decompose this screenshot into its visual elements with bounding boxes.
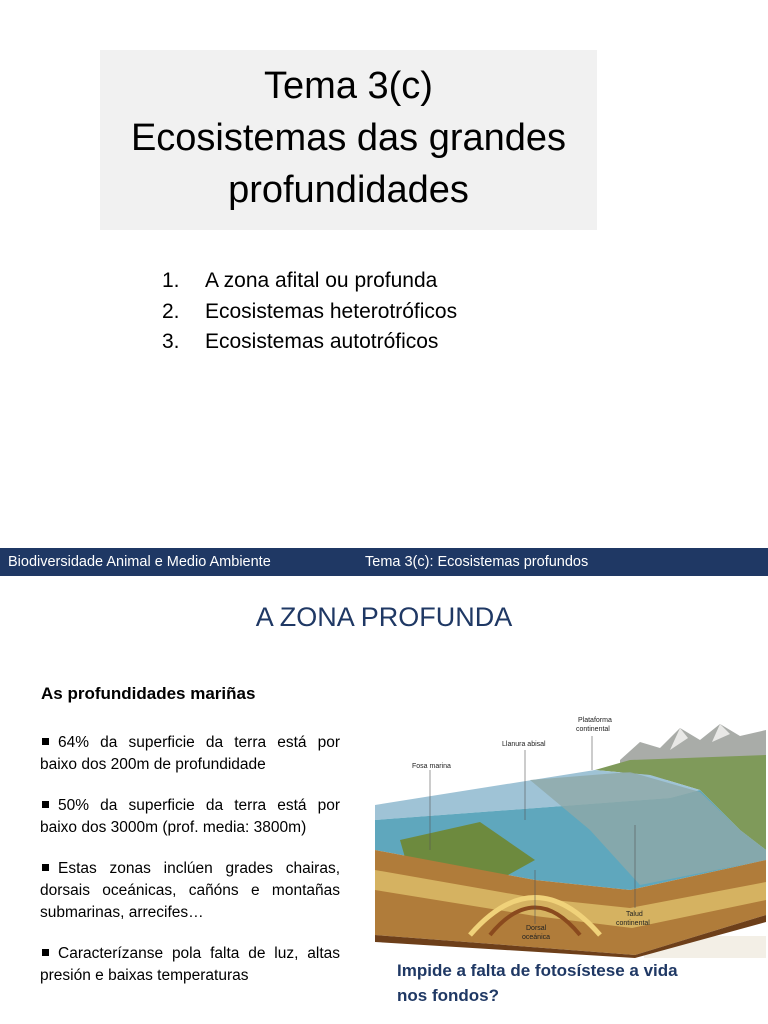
title-box bbox=[100, 50, 597, 230]
subheading: As profundidades mariñas bbox=[41, 684, 256, 703]
title-line-1: Tema 3(c) bbox=[264, 65, 433, 107]
bullet-item bbox=[40, 943, 340, 987]
agenda-list bbox=[162, 266, 457, 358]
agenda-number: 1. bbox=[162, 269, 180, 292]
bullet-list bbox=[40, 732, 340, 1006]
square-bullet-icon bbox=[42, 738, 49, 745]
label-fosa: Fosa marina bbox=[412, 763, 451, 770]
label-dorsal: Dorsal bbox=[526, 925, 547, 932]
bullet-text: Caracterízanse pola falta de luz, altas presión e baixas temperaturas bbox=[40, 945, 340, 984]
question-text: Impide a falta de fotosístese a vida nos fondos? bbox=[397, 961, 678, 1005]
title-line-3: profundidades bbox=[228, 169, 469, 211]
bullet-text: Estas zonas inclúen grades chairas, dorsais oceánicas, cañóns e montañas submarinas, arrecifes… bbox=[40, 860, 340, 921]
agenda-number: 3. bbox=[162, 330, 180, 353]
bullet-text: 50% da superficie da terra está por baixo dos 3000m (prof. media: 3800m) bbox=[40, 797, 340, 836]
footer-banner bbox=[0, 548, 768, 576]
square-bullet-icon bbox=[42, 949, 49, 956]
bullet-item bbox=[40, 732, 340, 776]
agenda-text: Ecosistemas autotróficos bbox=[205, 330, 439, 353]
agenda-item bbox=[162, 266, 457, 297]
agenda-text: Ecosistemas heterotróficos bbox=[205, 299, 458, 323]
title-line-2: Ecosistemas das grandes bbox=[130, 117, 567, 159]
agenda-item bbox=[162, 297, 457, 328]
label-continental: continental bbox=[576, 726, 610, 733]
label-talud-continental: continental bbox=[616, 920, 650, 927]
bullet-text: 64% da superficie da terra está por baixo dos 200m de profundidade bbox=[40, 734, 340, 773]
agenda-text: A zona afital ou profunda bbox=[205, 269, 438, 292]
agenda-item bbox=[162, 327, 457, 358]
bullet-item bbox=[40, 795, 340, 839]
square-bullet-icon bbox=[42, 801, 49, 808]
label-oceanica: oceánica bbox=[522, 934, 551, 941]
topic-name: Tema 3(c): Ecosistemas profundos bbox=[365, 554, 589, 570]
label-plataforma: Plataforma bbox=[578, 717, 612, 724]
ocean-floor-diagram bbox=[370, 710, 766, 958]
course-name: Biodiversidade Animal e Medio Ambiente bbox=[8, 554, 271, 570]
label-llanura: Llanura abisal bbox=[502, 741, 546, 748]
label-talud: Talud bbox=[626, 911, 643, 918]
square-bullet-icon bbox=[42, 864, 49, 871]
agenda-number: 2. bbox=[162, 299, 180, 323]
slide-title: A ZONA PROFUNDA bbox=[255, 602, 513, 632]
bullet-item bbox=[40, 858, 340, 924]
